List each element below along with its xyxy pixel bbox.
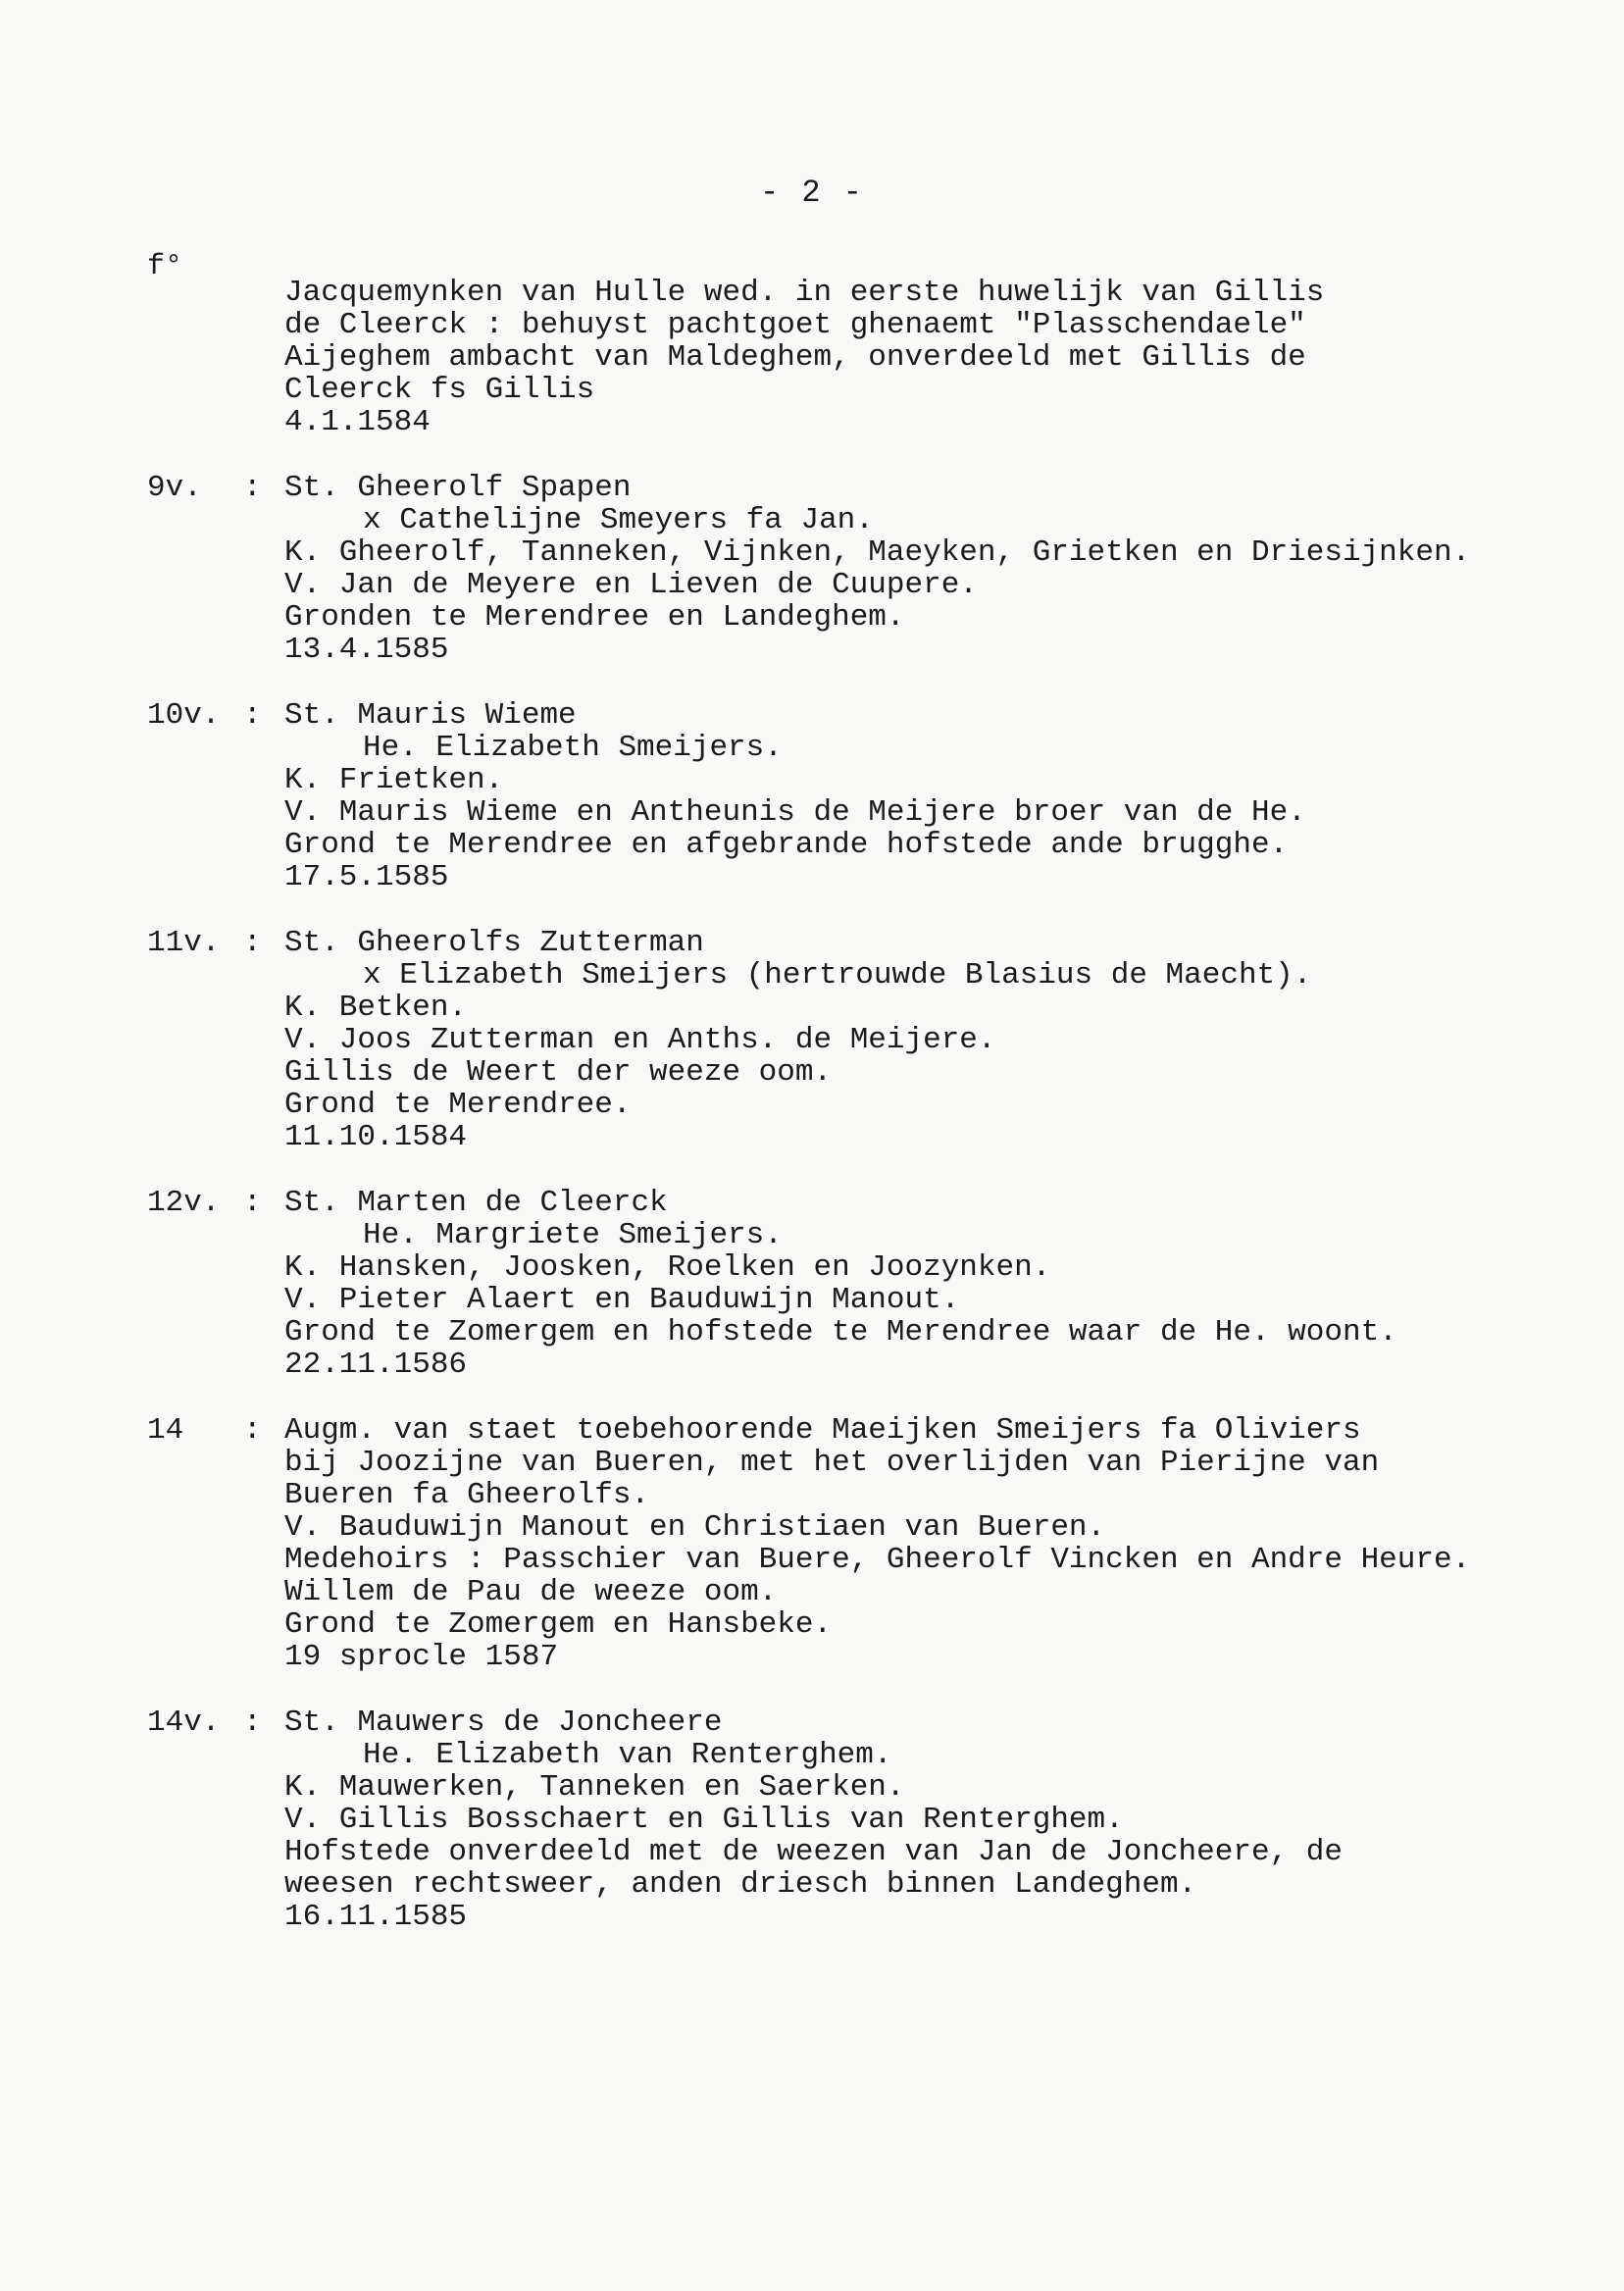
page-number: - 2 - (759, 175, 864, 211)
entry-4 (0, 927, 1624, 1153)
folio-number: 11v. (147, 926, 221, 960)
entry-lines (284, 927, 1599, 1153)
entry-line: Grond te Merendree. (284, 1088, 632, 1122)
entry-date: 19 sprocle 1587 (284, 1640, 559, 1674)
folio-separator: : (243, 698, 262, 733)
folio-number: 9v. (147, 471, 202, 505)
entry-line: Grond te Merendree en afgebrande hofstede ande brugghe. (284, 828, 1289, 862)
entry-line: weesen rechtsweer, anden driesch binnen Landeghem. (284, 1867, 1197, 1902)
entry-date: 4.1.1584 (284, 405, 431, 439)
entry-line: x Cathelijne Smeyers fa Jan. (363, 503, 874, 537)
entry-line: Cleerck fs Gillis (284, 373, 595, 407)
folio-separator: : (243, 1706, 262, 1740)
entry-1 (0, 277, 1624, 438)
entry-line: St. Gheerolf Spapen (284, 471, 632, 505)
entry-line: V. Bauduwijn Manout en Christiaen van Bueren. (284, 1510, 1106, 1545)
entry-date: 17.5.1585 (284, 860, 449, 894)
entry-line: St. Marten de Cleerck (284, 1186, 668, 1220)
entry-date: 11.10.1584 (284, 1120, 468, 1154)
entry-line: St. Mauwers de Joncheere (284, 1706, 723, 1740)
entry-line: St. Mauris Wieme (284, 698, 577, 733)
entry-line: He. Margriete Smeijers. (363, 1218, 783, 1252)
entry-line: St. Gheerolfs Zutterman (284, 926, 704, 960)
folio-number: 10v. (147, 698, 221, 733)
entry-line: K. Betken. (284, 991, 468, 1025)
entry-line: Willem de Pau de weeze oom. (284, 1575, 778, 1609)
entry-line: Medehoirs : Passchier van Buere, Gheerolf Vincken en Andre Heure. (284, 1543, 1471, 1577)
entry-line: V. Mauris Wieme en Antheunis de Meijere broer van de He. (284, 795, 1306, 830)
entry-line: V. Jan de Meyere en Lieven de Cuupere. (284, 568, 978, 602)
folio-separator: : (243, 926, 262, 960)
entry-lines (284, 699, 1599, 893)
entry-5 (0, 1187, 1624, 1381)
folio-number: 12v. (147, 1186, 221, 1220)
entry-line: He. Elizabeth Smeijers. (363, 731, 783, 765)
entry-line: Aijeghem ambacht van Maldeghem, onverdeeld met Gillis de (284, 340, 1306, 375)
entry-line: K. Gheerolf, Tanneken, Vijnken, Maeyken, Grietken en Driesijnken. (284, 535, 1471, 570)
folio-separator: : (243, 1413, 262, 1448)
entry-line: K. Mauwerken, Tanneken en Saerken. (284, 1770, 905, 1805)
folio-number: 14v. (147, 1706, 221, 1740)
entry-line: x Elizabeth Smeijers (hertrouwde Blasius de Maecht). (363, 958, 1312, 993)
entry-lines (284, 1414, 1599, 1673)
entry-date: 16.11.1585 (284, 1900, 468, 1934)
entry-line: K. Frietken. (284, 763, 504, 797)
entry-lines (284, 472, 1599, 666)
entry-line: Augm. van staet toebehoorende Maeijken Smeijers fa Oliviers (284, 1413, 1361, 1448)
entry-line: V. Pieter Alaert en Bauduwijn Manout. (284, 1283, 960, 1317)
entry-line: Hofstede onverdeeld met de weezen van Jan de Joncheere, de (284, 1835, 1343, 1869)
entry-lines (284, 1187, 1599, 1381)
entry-line: Grond te Zomergem en hofstede te Merendree waar de He. woont. (284, 1315, 1397, 1349)
entry-line: K. Hansken, Joosken, Roelken en Joozynken. (284, 1250, 1051, 1285)
entry-3 (0, 699, 1624, 893)
entries-list (0, 277, 1624, 1966)
folio-separator: : (243, 1186, 262, 1220)
entry-date: 22.11.1586 (284, 1348, 468, 1382)
entry-line: Jacquemynken van Hulle wed. in eerste huwelijk van Gillis (284, 276, 1325, 310)
entry-lines (284, 277, 1599, 438)
entry-line: bij Joozijne van Bueren, met het overlijden van Pierijne van (284, 1446, 1380, 1480)
entry-line: V. Joos Zutterman en Anths. de Meijere. (284, 1023, 996, 1057)
folio-separator: : (243, 471, 262, 505)
entry-2 (0, 472, 1624, 666)
entry-line: Gronden te Merendree en Landeghem. (284, 600, 905, 635)
folio-number: 14 (147, 1413, 184, 1448)
entry-6 (0, 1414, 1624, 1673)
entry-line: Bueren fa Gheerolfs. (284, 1478, 650, 1512)
entry-date: 13.4.1585 (284, 633, 449, 667)
folio-label: f° (147, 250, 183, 283)
entry-line: Grond te Zomergem en Hansbeke. (284, 1607, 833, 1642)
entry-line: V. Gillis Bosschaert en Gillis van Renterghem. (284, 1803, 1124, 1837)
entry-7 (0, 1706, 1624, 1933)
entry-line: de Cleerck : behuyst pachtgoet ghenaemt "Plasschendaele" (284, 308, 1306, 342)
entry-line: He. Elizabeth van Renterghem. (363, 1738, 892, 1772)
entry-line: Gillis de Weert der weeze oom. (284, 1055, 833, 1090)
entry-lines (284, 1706, 1599, 1933)
